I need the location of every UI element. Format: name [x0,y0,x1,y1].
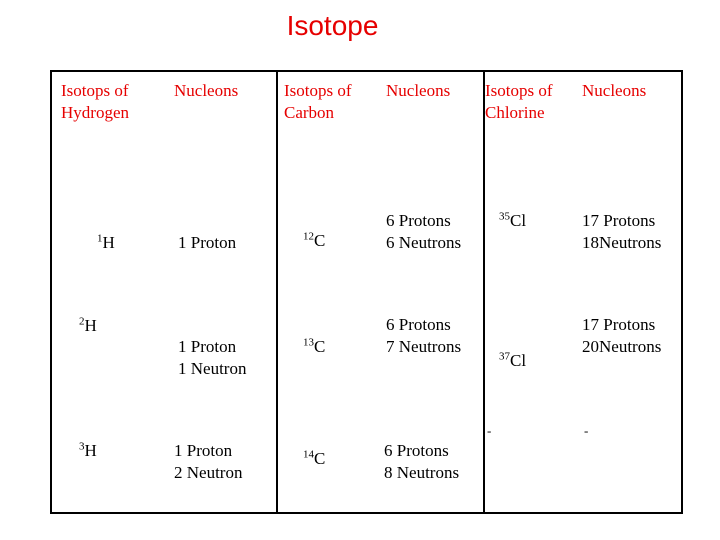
isotope-c13-nucleons-line2: 7 Neutrons [386,337,462,356]
chlorine-header [485,80,553,124]
isotope-cl37-nucleons-line1: 17 Protons [582,315,656,334]
isotope-cl35-nucleons-line1: 17 Protons [582,211,656,230]
isotope-c13-mass: 13 [303,336,314,349]
isotope-c13 [303,336,325,358]
chlorine-header-line2: Chlorine [485,103,545,122]
isotope-cl35 [499,210,526,232]
isotope-cl35-nucleons-line2: 18Neutrons [582,233,662,252]
carbon-header-line1: Isotops of [284,81,352,100]
isotope-cl35-symbol: Cl [510,211,527,230]
isotope-cl37-mass: 37 [499,350,510,363]
isotope-h2-symbol: H [84,316,97,335]
isotope-c13-nucleons-line1: 6 Protons [386,315,451,334]
isotope-cl35-nucleons [582,210,661,254]
isotope-c14-nucleons [384,440,459,484]
chlorine-nucleons-header: Nucleons [582,81,647,100]
isotope-c12-mass: 12 [303,230,314,243]
isotope-h3-nucleons-line1: 1 Proton [174,441,233,460]
isotope-h3-symbol: H [84,441,97,460]
chlorine-empty-nucleons: - [584,423,589,438]
isotope-cl37-nucleons-line2: 20Neutrons [582,337,662,356]
isotope-cl37-symbol: Cl [510,351,527,370]
isotope-h1-symbol: H [102,233,115,252]
isotope-h3-nucleons [174,440,242,484]
isotope-c14-symbol: C [314,449,326,468]
carbon-nucleons-header: Nucleons [386,81,451,100]
chlorine-header-line1: Isotops of [485,81,553,100]
isotope-c12-nucleons [386,210,461,254]
isotope-c12-nucleons-line2: 6 Neutrons [386,233,462,252]
isotope-h2 [79,315,97,337]
isotope-c12-symbol: C [314,231,326,250]
isotope-h1-mass: 1 [97,232,103,245]
chlorine-empty-isotope: - [487,423,492,438]
isotope-h3-mass: 3 [79,440,85,453]
isotope-h1 [97,232,115,254]
isotope-h1-nucleons: 1 Proton [178,233,237,252]
hydrogen-header-line1: Isotops of [61,81,129,100]
carbon-table [276,70,485,514]
isotope-cl37-nucleons [582,314,661,358]
isotope-h3-nucleons-line2: 2 Neutron [174,463,243,482]
isotope-h2-nucleons [178,336,246,380]
carbon-header-line2: Carbon [284,103,335,122]
isotope-h3 [79,440,97,462]
isotope-h2-nucleons-line1: 1 Proton [178,337,237,356]
isotope-c14-mass: 14 [303,448,314,461]
isotope-h2-mass: 2 [79,315,85,328]
isotope-cl35-mass: 35 [499,210,510,223]
isotope-c12 [303,230,325,252]
chlorine-table [479,70,683,514]
hydrogen-header-line2: Hydrogen [61,103,129,122]
isotope-c14 [303,448,325,470]
carbon-header [284,80,352,124]
isotope-c12-nucleons-line1: 6 Protons [386,211,451,230]
isotope-cl37 [499,350,526,372]
isotope-h2-nucleons-line2: 1 Neutron [178,359,247,378]
page-title: Isotope [286,10,379,41]
hydrogen-nucleons-header: Nucleons [174,81,239,100]
hydrogen-table [50,70,280,514]
isotope-c14-nucleons-line2: 8 Neutrons [384,463,460,482]
isotope-c14-nucleons-line1: 6 Protons [384,441,449,460]
isotope-c13-symbol: C [314,337,326,356]
isotope-c13-nucleons [386,314,461,358]
hydrogen-header [61,80,129,124]
